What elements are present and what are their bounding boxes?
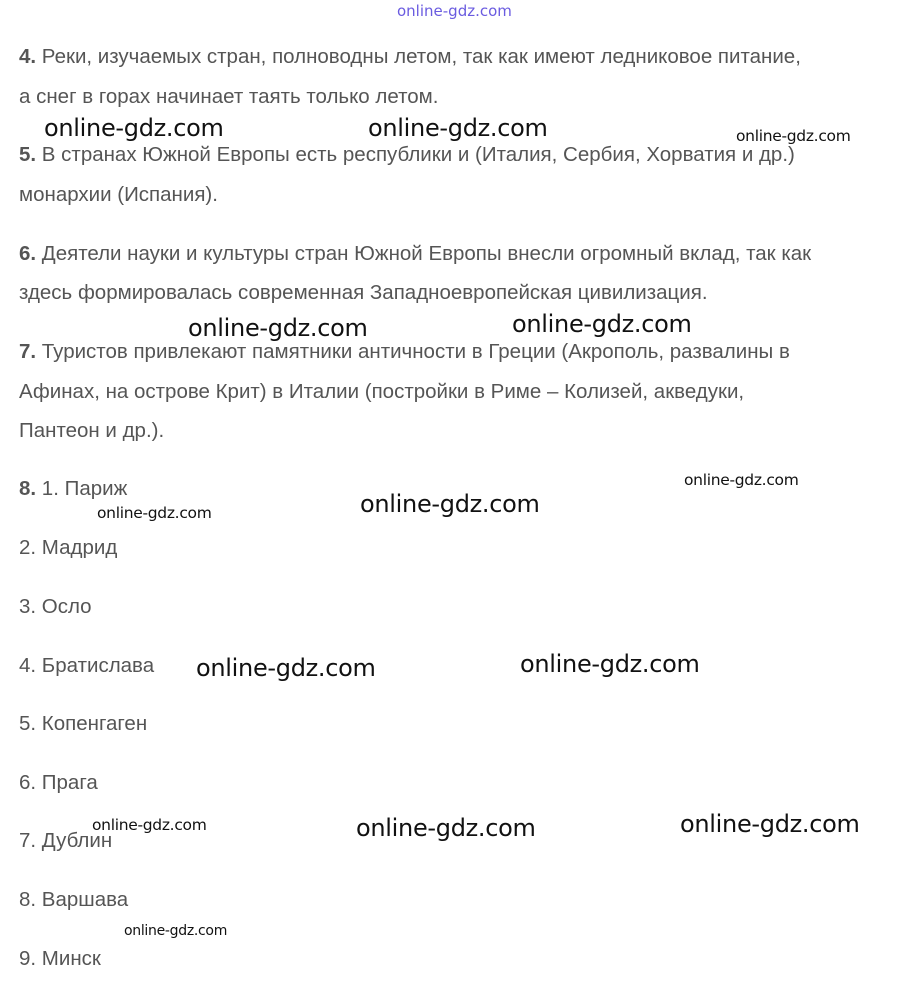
answer-8-number: 8. bbox=[19, 477, 37, 500]
answer-6-number: 6. bbox=[19, 242, 37, 265]
answer-6-line-1 bbox=[19, 241, 811, 267]
answer-5-line-2: монархии (Испания). bbox=[19, 183, 218, 206]
watermark-text: online-gdz.com bbox=[188, 314, 368, 342]
answer-6-text-1: Деятели науки и культуры стран Южной Европы внесли огромный вклад, так как bbox=[36, 242, 812, 265]
watermark-text: online-gdz.com bbox=[44, 114, 224, 142]
watermark-text: online-gdz.com bbox=[360, 490, 540, 518]
watermark-text: online-gdz.com bbox=[520, 650, 700, 678]
answer-8-item-1-text: 1. Париж bbox=[36, 477, 128, 500]
answer-5-line-1 bbox=[19, 142, 795, 168]
watermark-text: online-gdz.com bbox=[97, 504, 212, 522]
answer-8-item-2: 2. Мадрид bbox=[19, 536, 118, 559]
watermark-text: online-gdz.com bbox=[124, 923, 228, 939]
watermark-text: online-gdz.com bbox=[680, 810, 860, 838]
answer-5-number: 5. bbox=[19, 143, 37, 166]
watermark-text: online-gdz.com bbox=[92, 816, 207, 834]
answer-4-text-1: Реки, изучаемых стран, полноводны летом, так как имеют ледниковое питание, bbox=[36, 45, 801, 68]
answer-8-item-1 bbox=[19, 476, 127, 502]
answer-7-line-1 bbox=[19, 339, 790, 365]
answer-8-item-4: 4. Братислава bbox=[19, 654, 155, 677]
watermark-text: online-gdz.com bbox=[196, 654, 376, 682]
answer-4-line-2: а снег в горах начинает таять только летом. bbox=[19, 85, 439, 108]
watermark-text: online-gdz.com bbox=[368, 114, 548, 142]
watermark-text: online-gdz.com bbox=[512, 310, 692, 338]
answer-8-item-8: 8. Варшава bbox=[19, 888, 129, 911]
answer-4-line-1 bbox=[19, 44, 801, 70]
answer-6-line-2: здесь формировалась современная Западноевропейская цивилизация. bbox=[19, 281, 708, 304]
answer-8-item-7: 7. Дублин bbox=[19, 829, 113, 852]
answer-7-line-2: Афинах, на острове Крит) в Италии (постройки в Риме – Колизей, акведуки, bbox=[19, 380, 745, 403]
answer-8-item-3: 3. Осло bbox=[19, 595, 92, 618]
answer-5-text-1: В странах Южной Европы есть республики и (Италия, Сербия, Хорватия и др.) bbox=[36, 143, 795, 166]
watermark-text: online-gdz.com bbox=[736, 127, 851, 145]
header-watermark: online-gdz.com bbox=[397, 2, 512, 20]
watermark-text: online-gdz.com bbox=[356, 814, 536, 842]
answer-7-line-3: Пантеон и др.). bbox=[19, 419, 165, 442]
answer-8-item-5: 5. Копенгаген bbox=[19, 712, 148, 735]
answer-8-item-6: 6. Прага bbox=[19, 771, 98, 794]
watermark-text: online-gdz.com bbox=[684, 471, 799, 489]
answer-7-text-1: Туристов привлекают памятники античности в Греции (Акрополь, развалины в bbox=[36, 340, 790, 363]
answer-8-item-9: 9. Минск bbox=[19, 947, 101, 970]
answer-4-number: 4. bbox=[19, 45, 37, 68]
answer-7-number: 7. bbox=[19, 340, 37, 363]
